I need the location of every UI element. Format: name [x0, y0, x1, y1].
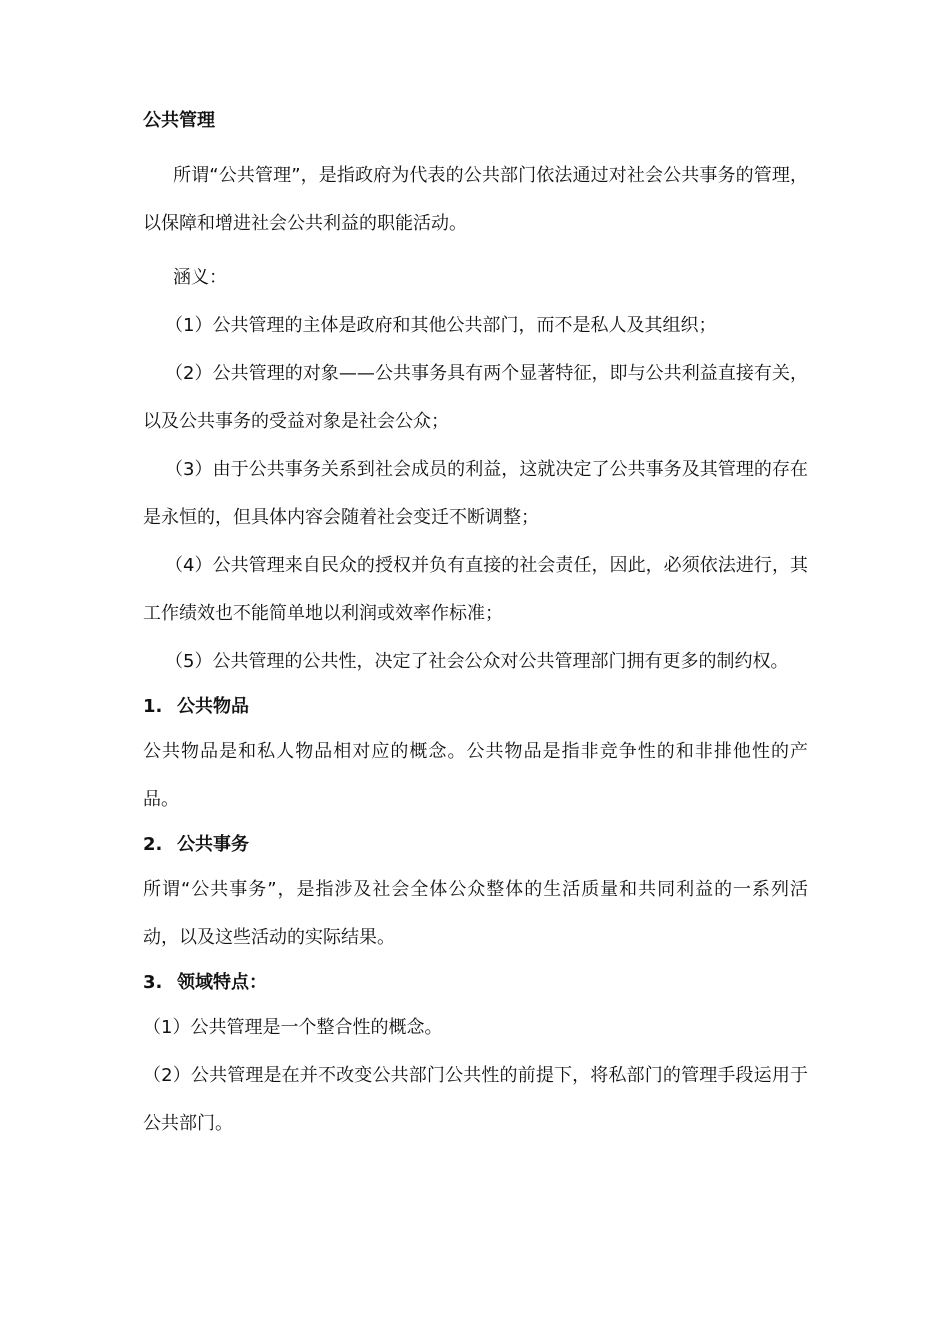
section-heading-public-goods: [143, 690, 808, 724]
connotation-label: 涵义：: [173, 267, 227, 288]
section-heading-text: 公共事务: [177, 834, 249, 855]
public-goods-paragraph: 公共物品是和私人物品相对应的概念。公共物品是指非竞争性的和非排他性的产品。: [143, 741, 808, 810]
public-affairs-paragraph: 所谓“公共事务”，是指涉及社会全体公众整体的生活质量和共同利益的一系列活动，以及这些活动的实际结果。: [143, 879, 808, 948]
connotation-item-4: （4）公共管理来自民众的授权并负有直接的社会责任，因此，必须依法进行，其工作绩效也不能简单地以利润或效率作标准；: [143, 555, 808, 624]
connotation-item-2: （2）公共管理的对象——公共事务具有两个显著特征，即与公共利益直接有关，以及公共事务的受益对象是社会公众；: [143, 363, 808, 432]
section-heading-domain-features: [143, 966, 808, 1000]
section-number: 1.: [143, 696, 163, 717]
section-heading-public-affairs: [143, 828, 808, 862]
section-heading-text: 领域特点：: [177, 972, 267, 993]
document-title: 公共管理: [143, 110, 215, 131]
domain-feature-item-1: （1）公共管理是一个整合性的概念。: [143, 1017, 443, 1038]
connotation-item-1: （1）公共管理的主体是政府和其他公共部门，而不是私人及其组织；: [165, 315, 717, 336]
section-number: 2.: [143, 834, 163, 855]
connotation-item-5: （5）公共管理的公共性，决定了社会公众对公共管理部门拥有更多的制约权。: [165, 651, 789, 672]
connotation-item-3: （3）由于公共事务关系到社会成员的利益，这就决定了公共事务及其管理的存在是永恒的，但具体内容会随着社会变迁不断调整；: [143, 459, 808, 528]
document-page: [143, 104, 808, 1148]
domain-feature-item-2: （2）公共管理是在并不改变公共部门公共性的前提下，将私部门的管理手段运用于公共部门。: [143, 1065, 808, 1134]
section-number: 3.: [143, 972, 163, 993]
definition-paragraph: 所谓“公共管理”，是指政府为代表的公共部门依法通过对社会公共事务的管理，以保障和增进社会公共利益的职能活动。: [143, 165, 808, 234]
section-heading-text: 公共物品: [177, 696, 249, 717]
